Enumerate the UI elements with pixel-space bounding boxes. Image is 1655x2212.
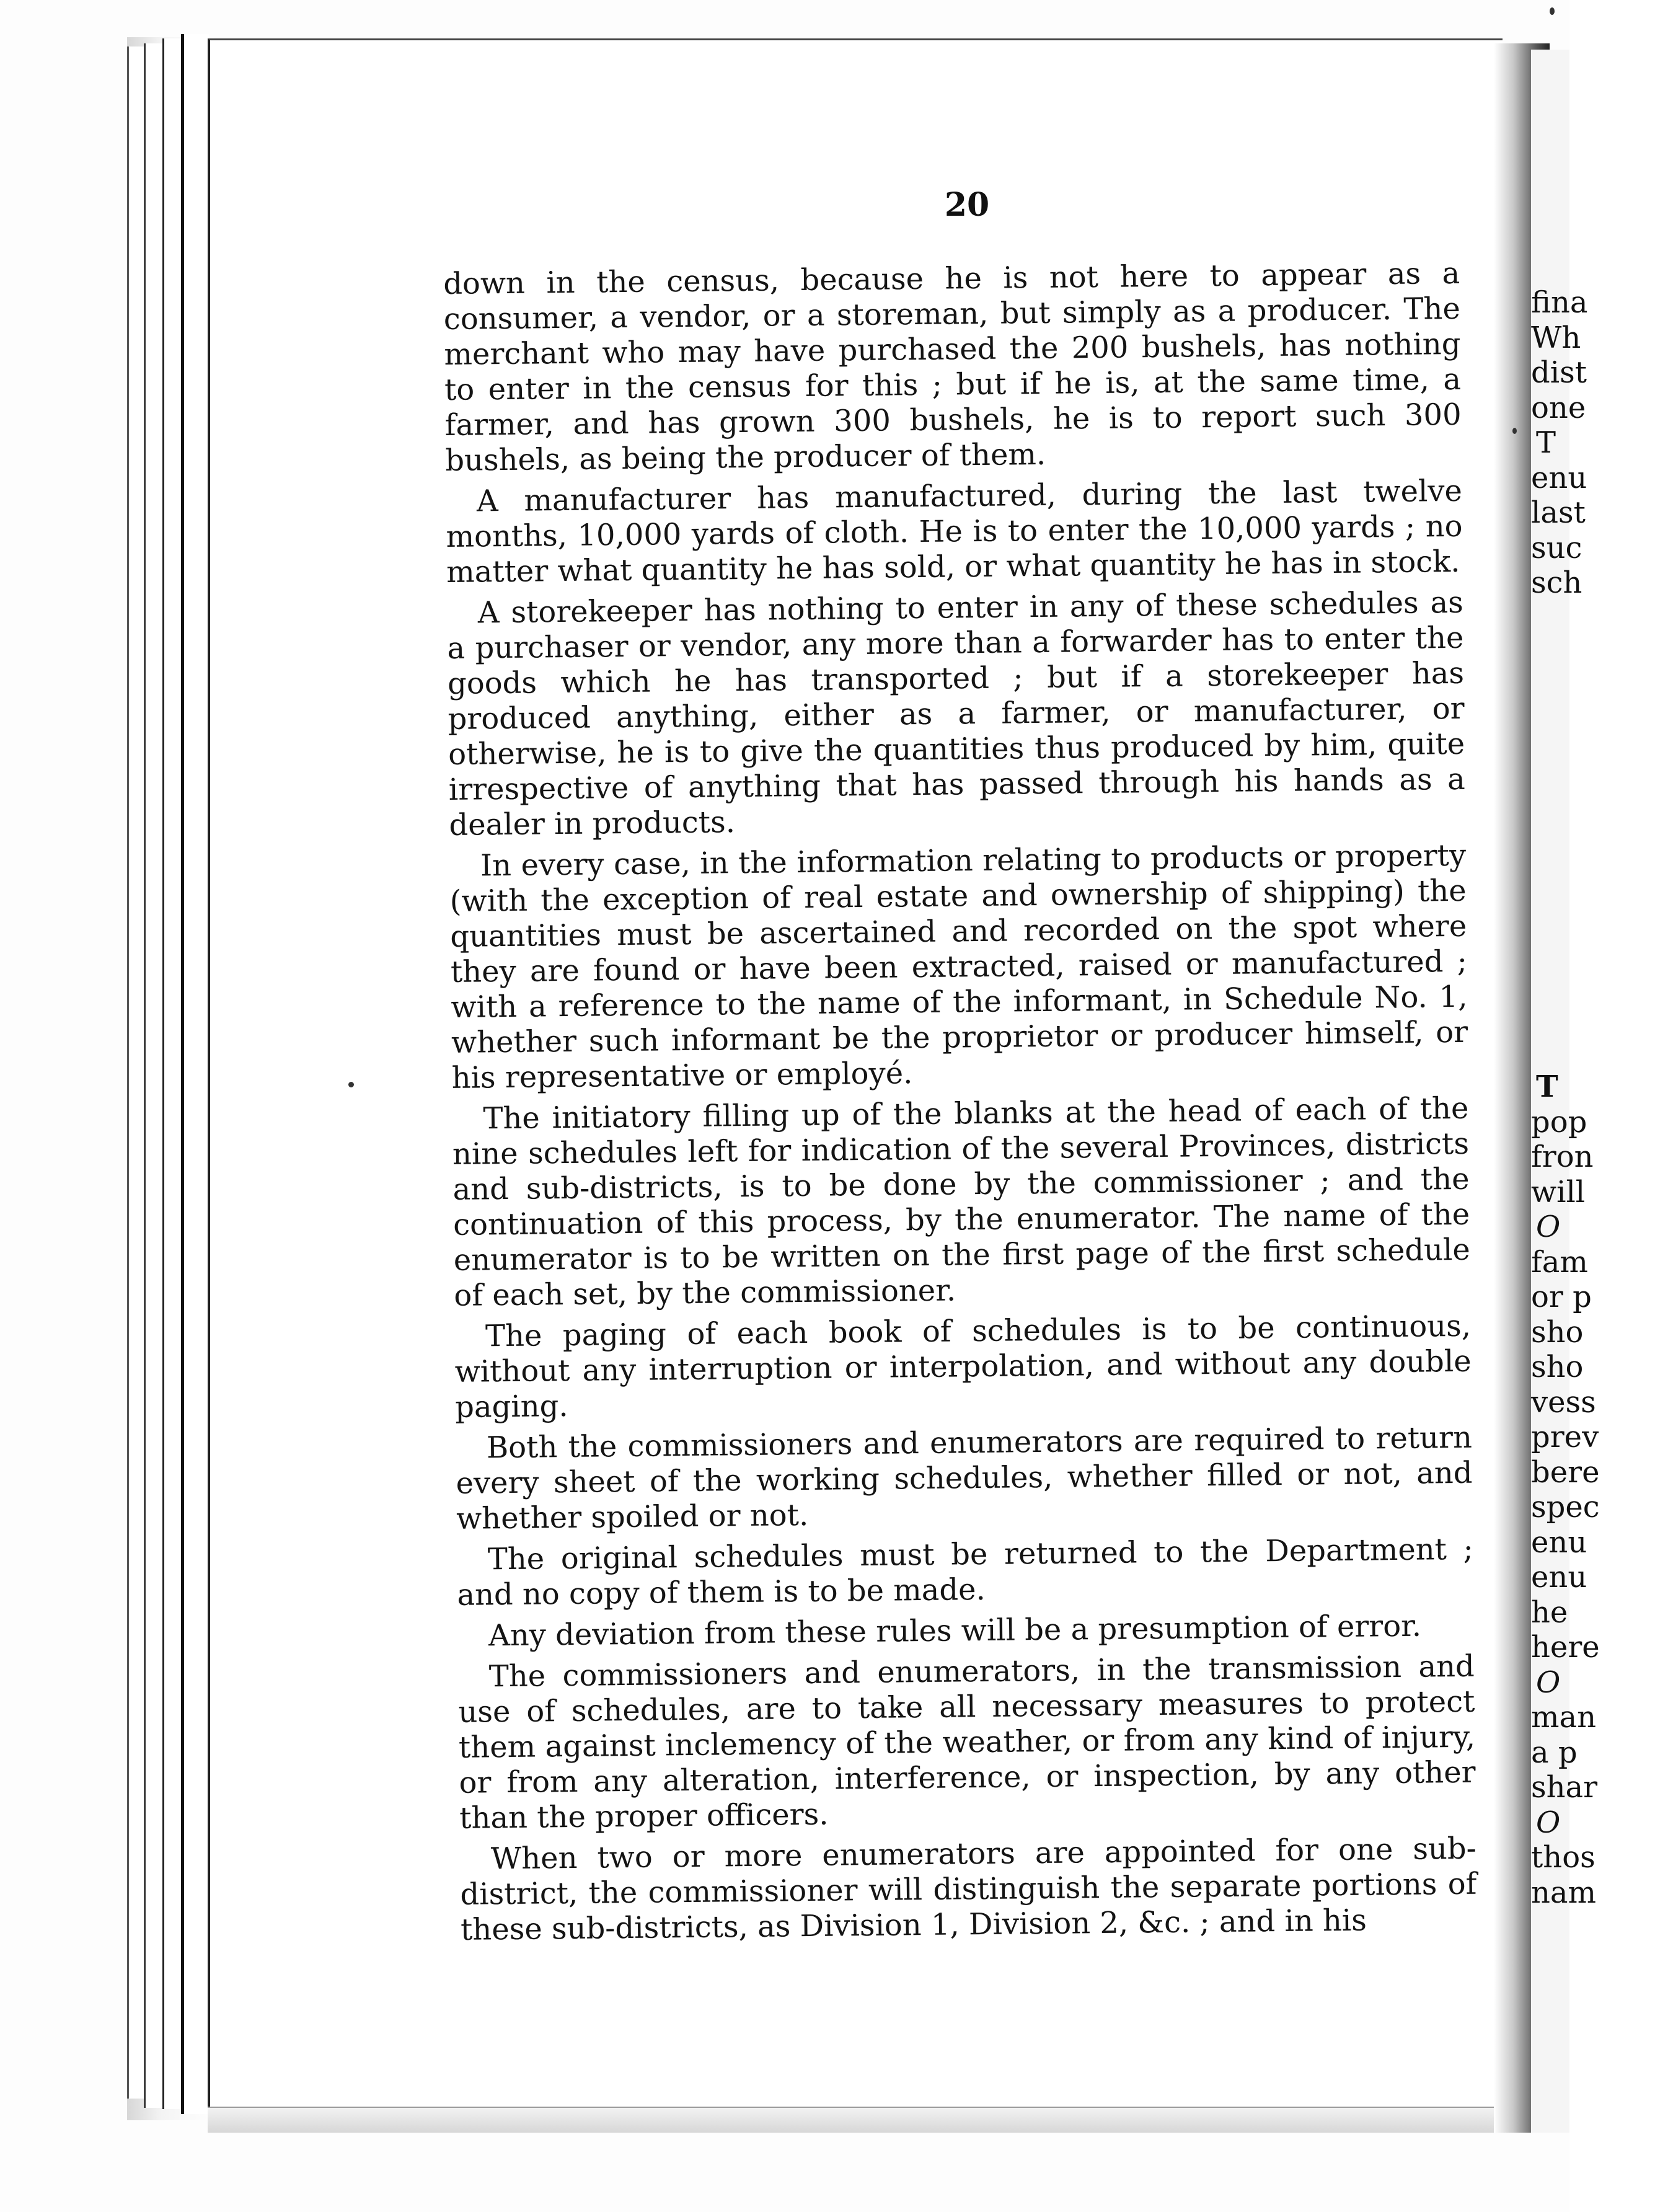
facing-line: spec xyxy=(1531,1490,1600,1524)
scan-speck xyxy=(1550,7,1555,15)
paragraph: Any deviation from these rules will be a presumption of error. xyxy=(488,1608,1422,1653)
facing-line: O xyxy=(1536,1210,1561,1244)
facing-line: sho xyxy=(1531,1350,1584,1384)
facing-line: here xyxy=(1531,1630,1600,1665)
facing-line: man xyxy=(1531,1700,1597,1735)
facing-line: enu xyxy=(1531,1560,1587,1595)
facing-page-top-text xyxy=(1531,285,1655,601)
facing-line: last xyxy=(1531,495,1586,530)
facing-line: nam xyxy=(1531,1875,1597,1910)
facing-line: O xyxy=(1536,1665,1561,1700)
facing-line: or p xyxy=(1531,1280,1592,1314)
facing-line: fron xyxy=(1531,1139,1594,1174)
paragraph: down in the census, because he is not here to appear as a consumer, a vendor, or a storeman, but simply as a producer. The merchant who may have purchased the 200 bushels, has nothing to enter in the census for this ; but if he is, at the same time, a farmer, and has grown 300 bushels, he is to report such 300 bushels, as being the producer of them. xyxy=(443,255,1462,478)
paragraph: In every case, in the information relating to products or property (with the exception of real estate and ownership of shipping) the quantities must be ascertained and recorded on the spot where they are found or have been extracted, raised or manufactured ; with a reference to the name of the informant, in Schedule No. 1, whether such informant be the proprietor or producer himself, or his representative or employé. xyxy=(449,838,1468,1095)
facing-page xyxy=(1531,50,1600,2133)
facing-line: will xyxy=(1531,1174,1586,1210)
paragraph: Both the commissioners and enumerators are required to return every sheet of the working schedules, whether filled or not, and whether spoiled or not. xyxy=(456,1420,1473,1536)
scan-speck xyxy=(1512,428,1517,434)
facing-page-bottom-text xyxy=(1531,1069,1655,1910)
facing-line: T xyxy=(1536,425,1556,460)
facing-line: prev xyxy=(1531,1420,1599,1454)
facing-line: pop xyxy=(1531,1104,1587,1139)
paragraph: When two or more enumerators are appointed for one sub-district, the commissioner will distinguish the separate portions of these sub-districts, as Division 1, Division 2, &c. ; and in his xyxy=(460,1831,1477,1947)
facing-line: Wh xyxy=(1531,320,1581,355)
facing-line: O xyxy=(1536,1805,1561,1840)
facing-line: sch xyxy=(1531,565,1582,600)
facing-line: bere xyxy=(1531,1454,1600,1490)
page-edge xyxy=(181,34,209,2114)
facing-line: dist xyxy=(1531,355,1587,390)
facing-line: vess xyxy=(1531,1384,1596,1420)
paragraph: A manufacturer has manufactured, during the last twelve months, 10,000 yards of cloth. He is to enter the 10,000 yards ; no matter what quantity he has sold, or what quantity he has in stock. xyxy=(446,473,1463,590)
page-bottom-edge xyxy=(208,2107,1500,2133)
facing-line: shar xyxy=(1531,1770,1598,1805)
page-body xyxy=(443,256,1477,1953)
facing-line: thos xyxy=(1531,1840,1595,1875)
facing-line: suc xyxy=(1531,530,1582,565)
page-number: 20 xyxy=(944,186,990,224)
facing-line: he xyxy=(1531,1595,1568,1630)
facing-line: a p xyxy=(1531,1735,1578,1770)
facing-line: sho xyxy=(1531,1314,1584,1350)
facing-line: one xyxy=(1531,390,1586,425)
paragraph: The initiatory filling up of the blanks at the head of each of the nine schedules left for indication of the several Provinces, districts and sub-districts, is to be done by the commissioner ; and the continuation of this process, by the enumerator. The name of the enumerator is to be written on the first page of the first schedule of each set, by the commissioner. xyxy=(452,1091,1470,1313)
paragraph: A storekeeper has nothing to enter in any of these schedules as a purchaser or vendor, any more than a forwarder has to enter the goods which he has transported ; but if a storekeeper has produced anything, either as a farmer, or manufacturer, or otherwise, he is to give the quantities thus produced by him, quite irrespective of anything that has passed through his hands as a dealer in products. xyxy=(447,585,1466,843)
facing-line: T xyxy=(1536,1069,1558,1104)
facing-line: enu xyxy=(1531,460,1587,495)
facing-line: fina xyxy=(1531,285,1588,320)
scan-speck xyxy=(348,1082,354,1087)
paragraph: The paging of each book of schedules is to be continuous, without any interruption or interpolation, and without any double paging. xyxy=(454,1308,1472,1425)
paragraph: The original schedules must be returned to the Department ; and no copy of them is to be made. xyxy=(457,1531,1474,1613)
facing-line: fam xyxy=(1531,1244,1588,1280)
facing-line: enu xyxy=(1531,1524,1587,1560)
paragraph: The commissioners and enumerators, in the transmission and use of schedules, are to take all necessary measures to protect them against inclemency of the weather, or from any kind of injury, or from any alteration, interference, or inspection, by any other than the proper officers. xyxy=(458,1648,1476,1836)
